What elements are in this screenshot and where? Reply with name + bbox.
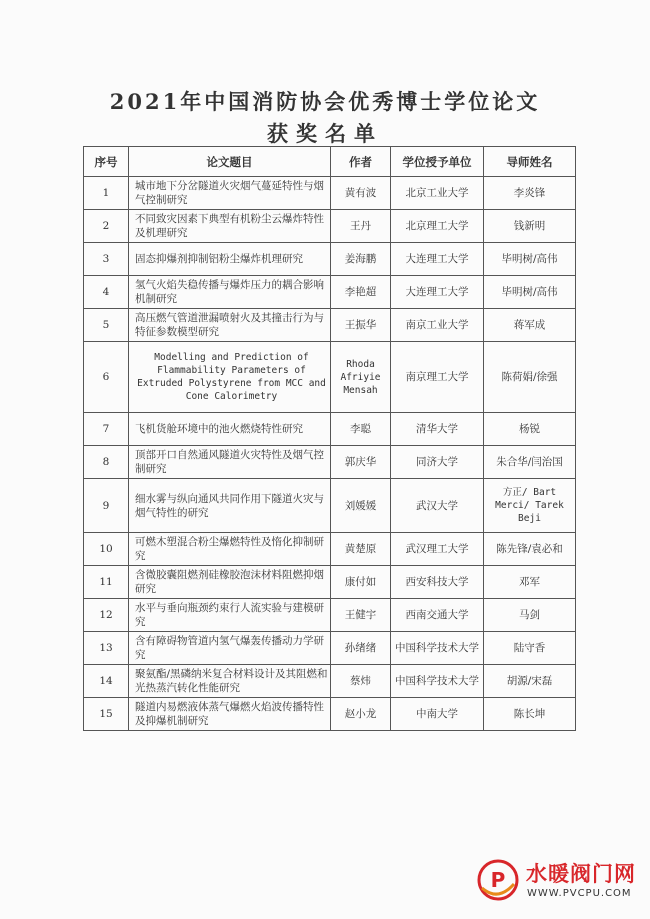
header-title: 论文题目 xyxy=(129,147,331,177)
cell-title: 城市地下分岔隧道火灾烟气蔓延特性与烟气控制研究 xyxy=(129,177,331,210)
table-row xyxy=(84,479,576,533)
watermark-url: WWW.PVCPU.COM xyxy=(527,888,632,899)
cell-title: 可燃木塑混合粉尘爆燃特性及惰化抑制研究 xyxy=(129,533,331,566)
cell-title: 聚氨酯/黑磷纳米复合材料设计及其阻燃和光热蒸汽转化性能研究 xyxy=(129,665,331,698)
table-row xyxy=(84,533,576,566)
table-row xyxy=(84,632,576,665)
cell-advisor: 陈长坤 xyxy=(484,698,576,731)
cell-number: 6 xyxy=(84,342,129,413)
cell-author: 康付如 xyxy=(331,566,391,599)
cell-title: Modelling and Prediction of Flammability Parameters of Extruded Polystyrene from MCC and Cone Calorimetry xyxy=(129,342,331,413)
cell-unit: 北京工业大学 xyxy=(391,177,484,210)
cell-advisor: 毕明树/高伟 xyxy=(484,243,576,276)
cell-advisor: 方正/ Bart Merci/ Tarek Beji xyxy=(484,479,576,533)
logo-letter: P xyxy=(490,868,506,892)
header-advisor: 导师姓名 xyxy=(484,147,576,177)
cell-advisor: 邓军 xyxy=(484,566,576,599)
cell-unit: 同济大学 xyxy=(391,446,484,479)
table-row xyxy=(84,243,576,276)
cell-author: Rhoda Afriyie Mensah xyxy=(331,342,391,413)
cell-author: 王健宇 xyxy=(331,599,391,632)
header-author: 作者 xyxy=(331,147,391,177)
table-row xyxy=(84,599,576,632)
cell-title: 固态抑爆剂抑制铝粉尘爆炸机理研究 xyxy=(129,243,331,276)
cell-unit: 南京工业大学 xyxy=(391,309,484,342)
table-row xyxy=(84,177,576,210)
table-row xyxy=(84,698,576,731)
awards-table xyxy=(83,146,576,731)
cell-advisor: 蒋军成 xyxy=(484,309,576,342)
cell-author: 蔡炜 xyxy=(331,665,391,698)
table-row xyxy=(84,210,576,243)
cell-author: 刘媛媛 xyxy=(331,479,391,533)
document-subtitle: 获奖名单 xyxy=(267,121,383,146)
cell-unit: 清华大学 xyxy=(391,413,484,446)
cell-number: 12 xyxy=(84,599,129,632)
cell-number: 8 xyxy=(84,446,129,479)
document-title: 2021年中国消防协会优秀博士学位论文 xyxy=(109,89,541,114)
cell-number: 1 xyxy=(84,177,129,210)
cell-title: 水平与垂向瓶颈约束行人流实验与建模研究 xyxy=(129,599,331,632)
cell-number: 5 xyxy=(84,309,129,342)
cell-advisor: 毕明树/高伟 xyxy=(484,276,576,309)
cell-author: 王丹 xyxy=(331,210,391,243)
cell-advisor: 朱合华/闫治国 xyxy=(484,446,576,479)
cell-number: 9 xyxy=(84,479,129,533)
cell-unit: 中南大学 xyxy=(391,698,484,731)
cell-author: 黄楚原 xyxy=(331,533,391,566)
cell-advisor: 钱新明 xyxy=(484,210,576,243)
cell-author: 孙绪绪 xyxy=(331,632,391,665)
cell-unit: 武汉理工大学 xyxy=(391,533,484,566)
cell-title: 高压燃气管道泄漏喷射火及其撞击行为与特征参数模型研究 xyxy=(129,309,331,342)
cell-advisor: 马剑 xyxy=(484,599,576,632)
cell-unit: 大连理工大学 xyxy=(391,243,484,276)
header-unit: 学位授予单位 xyxy=(391,147,484,177)
cell-title: 顶部开口自然通风隧道火灾特性及烟气控制研究 xyxy=(129,446,331,479)
watermark xyxy=(476,852,646,912)
cell-author: 王振华 xyxy=(331,309,391,342)
cell-unit: 武汉大学 xyxy=(391,479,484,533)
table-row xyxy=(84,413,576,446)
brand-logo-icon xyxy=(476,858,520,902)
cell-unit: 中国科学技术大学 xyxy=(391,632,484,665)
cell-number: 2 xyxy=(84,210,129,243)
cell-number: 11 xyxy=(84,566,129,599)
cell-title: 含微胶囊阻燃剂硅橡胶泡沫材料阻燃抑烟研究 xyxy=(129,566,331,599)
cell-title: 氢气火焰失稳传播与爆炸压力的耦合影响机制研究 xyxy=(129,276,331,309)
cell-unit: 北京理工大学 xyxy=(391,210,484,243)
cell-author: 黄有波 xyxy=(331,177,391,210)
table-row xyxy=(84,342,576,413)
table-row xyxy=(84,446,576,479)
cell-unit: 南京理工大学 xyxy=(391,342,484,413)
cell-number: 7 xyxy=(84,413,129,446)
cell-unit: 西安科技大学 xyxy=(391,566,484,599)
cell-number: 13 xyxy=(84,632,129,665)
table-row xyxy=(84,566,576,599)
cell-number: 3 xyxy=(84,243,129,276)
cell-author: 李聪 xyxy=(331,413,391,446)
cell-title: 细水雾与纵向通风共同作用下隧道火灾与烟气特性的研究 xyxy=(129,479,331,533)
table-row xyxy=(84,276,576,309)
cell-author: 李艳超 xyxy=(331,276,391,309)
cell-title: 隧道内易燃液体蒸气爆燃火焰波传播特性及抑爆机制研究 xyxy=(129,698,331,731)
cell-title: 不同致灾因素下典型有机粉尘云爆炸特性及机理研究 xyxy=(129,210,331,243)
table-row xyxy=(84,665,576,698)
cell-author: 郭庆华 xyxy=(331,446,391,479)
cell-number: 4 xyxy=(84,276,129,309)
cell-unit: 西南交通大学 xyxy=(391,599,484,632)
cell-advisor: 陆守香 xyxy=(484,632,576,665)
table-header-row xyxy=(84,147,576,177)
cell-author: 姜海鹏 xyxy=(331,243,391,276)
cell-number: 14 xyxy=(84,665,129,698)
cell-author: 赵小龙 xyxy=(331,698,391,731)
watermark-name: 水暖阀门网 xyxy=(526,862,636,886)
cell-number: 10 xyxy=(84,533,129,566)
cell-title: 飞机货舱环境中的池火燃烧特性研究 xyxy=(129,413,331,446)
table-row xyxy=(84,309,576,342)
cell-title: 含有障碍物管道内氢气爆轰传播动力学研究 xyxy=(129,632,331,665)
cell-advisor: 杨锐 xyxy=(484,413,576,446)
cell-number: 15 xyxy=(84,698,129,731)
cell-unit: 大连理工大学 xyxy=(391,276,484,309)
cell-advisor: 陈先锋/袁必和 xyxy=(484,533,576,566)
header-number: 序号 xyxy=(84,147,129,177)
cell-advisor: 李炎锋 xyxy=(484,177,576,210)
cell-advisor: 胡源/宋磊 xyxy=(484,665,576,698)
cell-unit: 中国科学技术大学 xyxy=(391,665,484,698)
cell-advisor: 陈荷娟/徐强 xyxy=(484,342,576,413)
